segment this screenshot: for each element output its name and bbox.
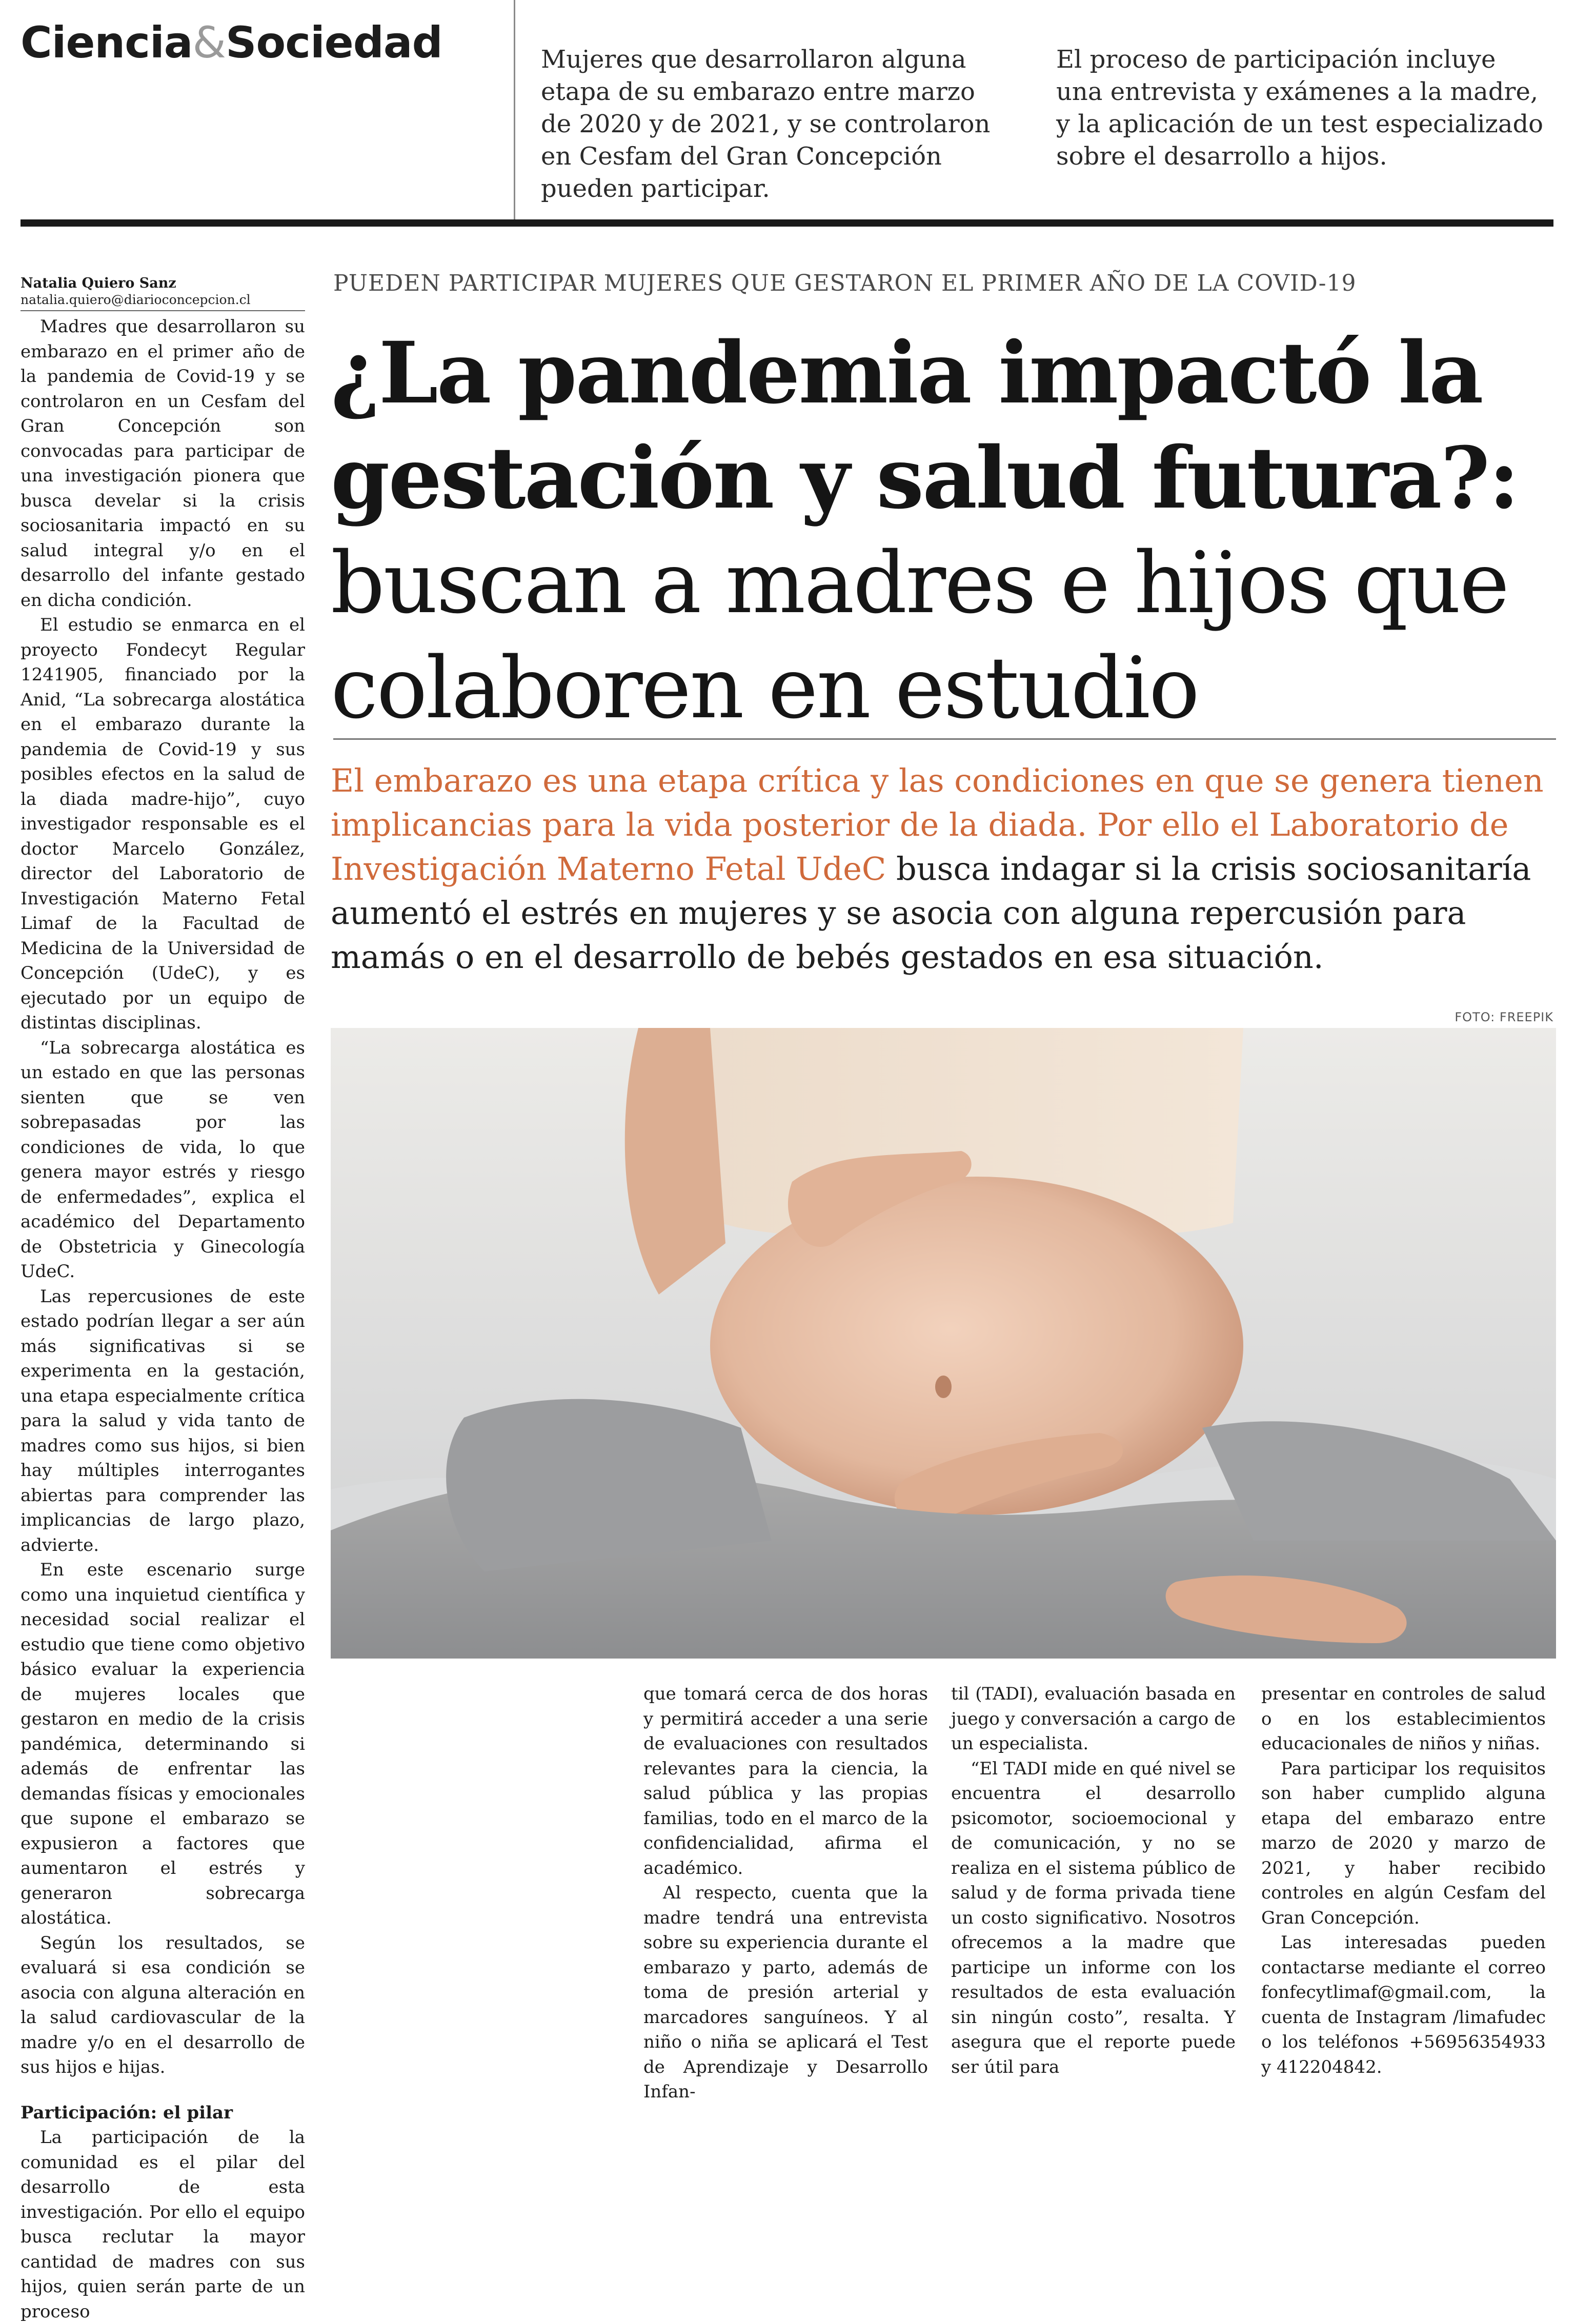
deck-rule xyxy=(333,738,1556,740)
body-paragraph: presentar en controles de salud o en los establecimientos educacionales de niños y niñas. xyxy=(1261,1684,1546,1754)
article-photo xyxy=(331,1028,1556,1659)
body-paragraph: Las repercusiones de este estado podrían llegar a ser aún más significativas si se experimenta en la gestación, una etapa especialmente crítica para la salud y vida tanto de madres como sus hijos, si bien hay múltiples interrogantes abiertas para comprender las implicancias de largo plazo, advierte. xyxy=(21,1286,305,1555)
headline-line-3: buscan a madres e hijos que xyxy=(331,534,1508,632)
body-paragraph: Madres que desarrollaron su embarazo en el primer año de la pandemia de Covid-19 y se controlaron en un Cesfam del Gran Concepción son convocadas para participar de una investigación pionera que busca develar si la crisis sociosanitaria impactó en su salud integral y/o en el desarrollo del infante gestado en dicha condición. xyxy=(21,316,305,611)
deck-rest: busca indagar si la crisis sociosanitaría aumentó el estrés en mujeres y se asocia con alguna repercusión para mamás o en el desarrollo de bebés gestados en esa situación. xyxy=(331,850,1531,976)
section-name-right: Sociedad xyxy=(226,17,442,68)
section-name-amp: & xyxy=(192,17,226,68)
photo-credit: FOTO: FREEPIK xyxy=(1455,1010,1553,1024)
body-paragraph: “El TADI mide en qué nivel se encuentra el desarrollo psicomotor, socioemocional y de comunicación, y no se realiza en el sistema público de salud y de forma privada tiene un costo significativo. Nosotros ofrecemos a la madre que participe un informe con los resultados de esta evaluación sin ningún costo”, resalta. Y asegura que el reporte puede ser útil para xyxy=(951,1758,1236,2077)
kicker: PUEDEN PARTICIPAR MUJERES QUE GESTARON EL PRIMER AÑO DE LA COVID-19 xyxy=(333,270,1357,296)
body-paragraph: Según los resultados, se evaluará si esa condición se asocia con alguna alteración en la salud cardiovascular de la madre y/o en el desarrollo de sus hijos e hijas. xyxy=(21,1932,305,2077)
body-paragraph: La participación de la comunidad es el pilar del desarrollo de esta investigación. Por ello el equipo busca reclutar la mayor cantidad de madres con sus hijos, quien serán parte de un proceso xyxy=(21,2127,305,2322)
body-paragraph: El estudio se enmarca en el proyecto Fondecyt Regular 1241905, financiado por la Anid, “La sobrecarga alostática en el embarazo durante la pandemia de Covid-19 y sus posibles efectos en la salud de la diada madre-hijo”, cuyo investigador responsable es el doctor Marcelo González, director del Laboratorio de Investigación Materno Fetal Limaf de la Facultad de Medicina de la Universidad de Concepción (UdeC), y es ejecutado por un equipo de distintas disciplinas. xyxy=(21,615,305,1033)
header-summary-2: El proceso de participación incluye una entrevista y exámenes a la madre, y la aplicación de un test especializado sobre el desarrollo a hijos. xyxy=(1056,45,1544,171)
headline-line-1: ¿La pandemia impactó la xyxy=(331,323,1482,422)
body-paragraph: En este escenario surge como una inquietud científica y necesidad social realizar el estudio que tiene como objetivo básico evaluar la experiencia de mujeres locales que gestaron en medio de la crisis pandémica, determinando si además de enfrentar las demandas físicas y emocionales que supone el embarazo se expusieron a factores que aumentaron el estrés y generaron sobrecarga alostática. xyxy=(21,1560,305,1928)
header-rule xyxy=(21,219,1553,227)
headline-line-4: colaboren en estudio xyxy=(331,639,1199,737)
body-column-3 xyxy=(951,1682,1236,2079)
body-paragraph: Para participar los requisitos son haber cumplido alguna etapa del embarazo entre marzo de 2020 y marzo de 2021, y haber recibido controles en algún Cesfam del Gran Concepción. xyxy=(1261,1758,1546,1928)
author-email[interactable]: natalia.quiero@diarioconcepcion.cl xyxy=(21,292,251,307)
section-logo xyxy=(21,14,442,71)
body-subheading: Participación: el pilar xyxy=(21,2102,233,2123)
pregnant-woman-illustration xyxy=(331,1028,1556,1659)
body-column-2 xyxy=(643,1682,928,2105)
deck xyxy=(331,759,1561,979)
headline xyxy=(331,320,1556,741)
header-divider xyxy=(514,0,515,220)
body-paragraph: “La sobrecarga alostática es un estado en que las personas sienten que se ven sobrepasadas por las condiciones de vida, lo que genera mayor estrés y riesgo de enfermedades”, explica el académico del Departamento de Obstetricia y Ginecología UdeC. xyxy=(21,1037,305,1282)
body-column-4 xyxy=(1261,1682,1546,2079)
author-rule xyxy=(21,310,305,311)
body-paragraph: Al respecto, cuenta que la madre tendrá una entrevista sobre su experiencia durante el embarazo y parto, además de toma de presión arterial y marcadores sanguíneos. Y al niño o niña se aplicará el Test de Aprendizaje y Desarrollo Infan- xyxy=(643,1883,928,2102)
body-paragraph: til (TADI), evaluación basada en juego y conversación a cargo de un especialista. xyxy=(951,1684,1236,1754)
deck-accent: El embarazo es una etapa crítica y las condiciones en que se genera tienen implicancias para la vida posterior de la diada. Por ello el Laboratorio de Investigación Materno Fetal UdeC xyxy=(331,762,1544,887)
headline-line-2: gestación y salud futura?: xyxy=(331,428,1519,528)
author-name: Natalia Quiero Sanz xyxy=(21,275,176,291)
body-paragraph: Las interesadas pueden contactarse mediante el correo fonfecytlimaf@gmail.com, la cuenta de Instagram /limafudec o los teléfonos +56956354933 y 412204842. xyxy=(1261,1932,1546,2077)
header-summary-1: Mujeres que desarrollaron alguna etapa de su embarazo entre marzo de 2020 y de 2021, y se controlaron en Cesfam del Gran Concepción pueden participar. xyxy=(541,45,991,203)
body-paragraph: que tomará cerca de dos horas y permitirá acceder a una serie de evaluaciones con resultados relevantes para la ciencia, la salud pública y las propias familias, todo en el marco de la confidencialidad, afirma el académico. xyxy=(643,1684,928,1878)
body-column-1 xyxy=(21,314,305,2324)
section-name-left: Ciencia xyxy=(21,17,193,68)
